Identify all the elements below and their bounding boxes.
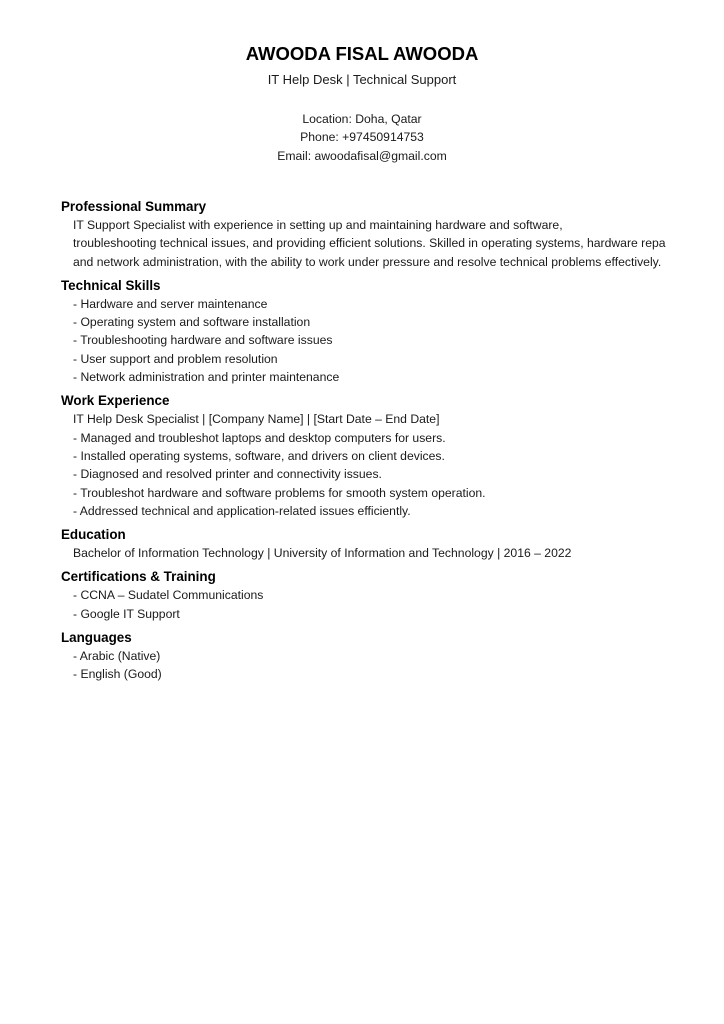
experience-item: - Addressed technical and application-related issues efficiently. [73,503,411,518]
section-professional-summary [61,198,724,271]
skill-item: - User support and problem resolution [73,351,278,366]
experience-item: - Managed and troubleshot laptops and desktop computers for users. [73,430,446,445]
section-certifications [61,568,724,623]
experience-item: - Troubleshot hardware and software problems for smooth system operation. [73,485,486,500]
section-title-summary: Professional Summary [61,199,207,214]
section-title-certifications: Certifications & Training [61,569,216,585]
contact-location: Location: Doha, Qatar [302,112,422,126]
section-title-education: Education [61,527,126,543]
section-title-experience: Work Experience [61,393,170,409]
skill-item: - Network administration and printer maintenance [73,370,340,385]
experience-item: - Installed operating systems, software, and drivers on client devices. [73,448,445,463]
summary-line: IT Support Specialist with experience in setting up and maintaining hardware and software, [73,218,563,232]
contact-email: Email: awoodafisal@gmail.com [277,148,447,163]
section-education [61,526,724,562]
summary-line: troubleshooting technical issues, and providing efficient solutions. Skilled in operating systems, hardware repa [73,236,666,251]
education-line: Bachelor of Information Technology | University of Information and Technology | 2016 – 2022 [73,546,572,561]
skill-item: - Troubleshooting hardware and software issues [73,333,333,348]
certification-item: - CCNA – Sudatel Communications [73,588,264,603]
section-title-languages: Languages [61,630,132,646]
section-work-experience [61,392,724,520]
section-technical-skills [61,277,724,386]
resume-body [61,198,724,690]
summary-line: and network administration, with the ability to work under pressure and resolve technical problems effectively. [73,254,662,269]
section-title-skills: Technical Skills [61,277,161,293]
resume-header [0,42,724,165]
contact-block [0,110,724,165]
skill-item: - Operating system and software installation [73,315,311,330]
experience-role: IT Help Desk Specialist | [Company Name] | [Start Date – End Date] [73,412,440,427]
section-languages [61,629,724,684]
language-item: - Arabic (Native) [73,649,161,664]
candidate-name: AWOODA FISAL AWOODA [245,43,479,64]
experience-item: - Diagnosed and resolved printer and connectivity issues. [73,467,382,482]
candidate-tagline: IT Help Desk | Technical Support [267,72,457,87]
contact-phone: Phone: +97450914753 [300,130,424,145]
language-item: - English (Good) [73,667,162,682]
skill-item: - Hardware and server maintenance [73,296,268,311]
certification-item: - Google IT Support [73,606,180,621]
